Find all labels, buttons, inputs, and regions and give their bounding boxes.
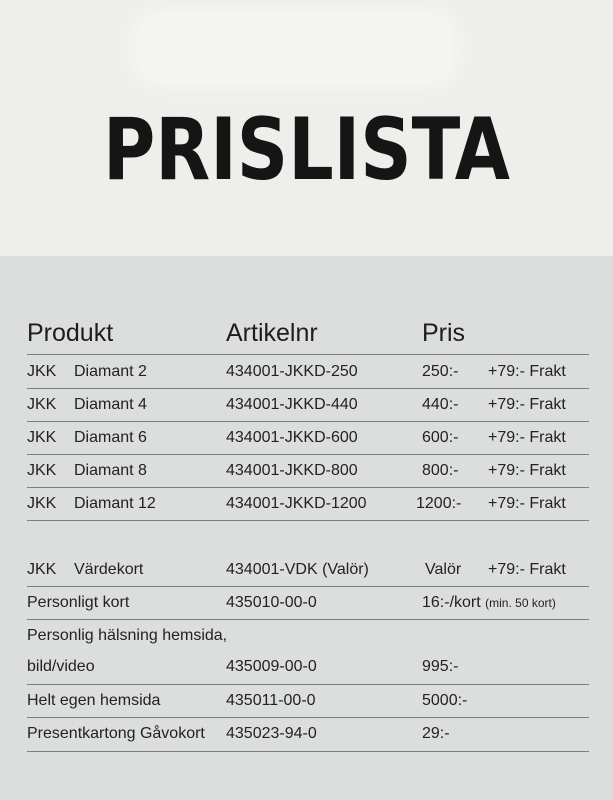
product-cell: Diamant 4 <box>74 396 147 413</box>
price-cell: 800:- <box>422 462 459 479</box>
table-row <box>27 488 589 520</box>
product-cell: Personligt kort <box>27 594 130 611</box>
product-cell: Personlig hälsning hemsida, <box>27 627 228 644</box>
price-cell: 600:- <box>422 429 459 446</box>
table-row <box>27 422 589 454</box>
price-cell: 250:- <box>422 363 459 380</box>
table-row <box>27 718 589 750</box>
product-cell: Presentkartong Gåvokort <box>27 725 205 742</box>
table-row <box>27 356 589 388</box>
table-row <box>27 651 589 683</box>
product-cell: Diamant 12 <box>74 495 156 512</box>
shipping-cell: +79:- Frakt <box>488 495 566 512</box>
table-row <box>27 389 589 421</box>
brand-cell: JKK <box>27 495 57 512</box>
article-cell: 435009-00-0 <box>226 658 317 675</box>
column-header-article: Artikelnr <box>226 319 318 347</box>
table-row <box>27 620 589 652</box>
brand-cell: JKK <box>27 429 57 446</box>
price-cell: 5000:- <box>422 692 468 709</box>
article-cell: 434001-JKKD-440 <box>226 396 358 413</box>
product-cell: Diamant 8 <box>74 462 147 479</box>
table-row <box>27 587 589 619</box>
price-cell <box>422 587 556 619</box>
brand-cell: JKK <box>27 363 57 380</box>
header-highlight <box>138 14 452 82</box>
brand-cell: JKK <box>27 561 57 578</box>
table-row <box>27 554 589 586</box>
article-cell: 434001-JKKD-600 <box>226 429 358 446</box>
row-divider <box>27 751 589 752</box>
shipping-cell: +79:- Frakt <box>488 561 566 578</box>
product-cell: Diamant 6 <box>74 429 147 446</box>
product-cell-continued: bild/video <box>27 658 95 675</box>
shipping-cell: +79:- Frakt <box>488 429 566 446</box>
row-divider <box>27 520 589 521</box>
article-cell: 435011-00-0 <box>226 692 316 709</box>
table-row <box>27 455 589 487</box>
article-cell: 434001-VDK (Valör) <box>226 561 369 578</box>
article-cell: 434001-JKKD-1200 <box>226 495 367 512</box>
table-row <box>27 685 589 717</box>
price-cell: 29:- <box>422 725 450 742</box>
shipping-cell: +79:- Frakt <box>488 462 566 479</box>
shipping-cell: +79:- Frakt <box>488 363 566 380</box>
product-cell: Diamant 2 <box>74 363 147 380</box>
brand-cell: JKK <box>27 462 57 479</box>
shipping-cell: +79:- Frakt <box>488 396 566 413</box>
header-divider <box>27 354 589 355</box>
product-cell: Värdekort <box>74 561 144 578</box>
product-cell: Helt egen hemsida <box>27 692 161 709</box>
price-cell: 995:- <box>422 658 459 675</box>
price-cell: 1200:- <box>416 495 462 512</box>
price-cell: 440:- <box>422 396 459 413</box>
price-value: 16:-/kort <box>422 594 481 611</box>
column-header-product: Produkt <box>27 319 114 347</box>
price-note: (min. 50 kort) <box>485 596 556 610</box>
article-cell: 434001-JKKD-250 <box>226 363 358 380</box>
article-cell: 434001-JKKD-800 <box>226 462 358 479</box>
article-cell: 435010-00-0 <box>226 594 317 611</box>
brand-cell: JKK <box>27 396 57 413</box>
article-cell: 435023-94-0 <box>226 725 317 742</box>
price-cell: Valör <box>425 561 462 578</box>
page-title: PRISLISTA <box>102 100 511 200</box>
column-header-price: Pris <box>422 319 466 347</box>
